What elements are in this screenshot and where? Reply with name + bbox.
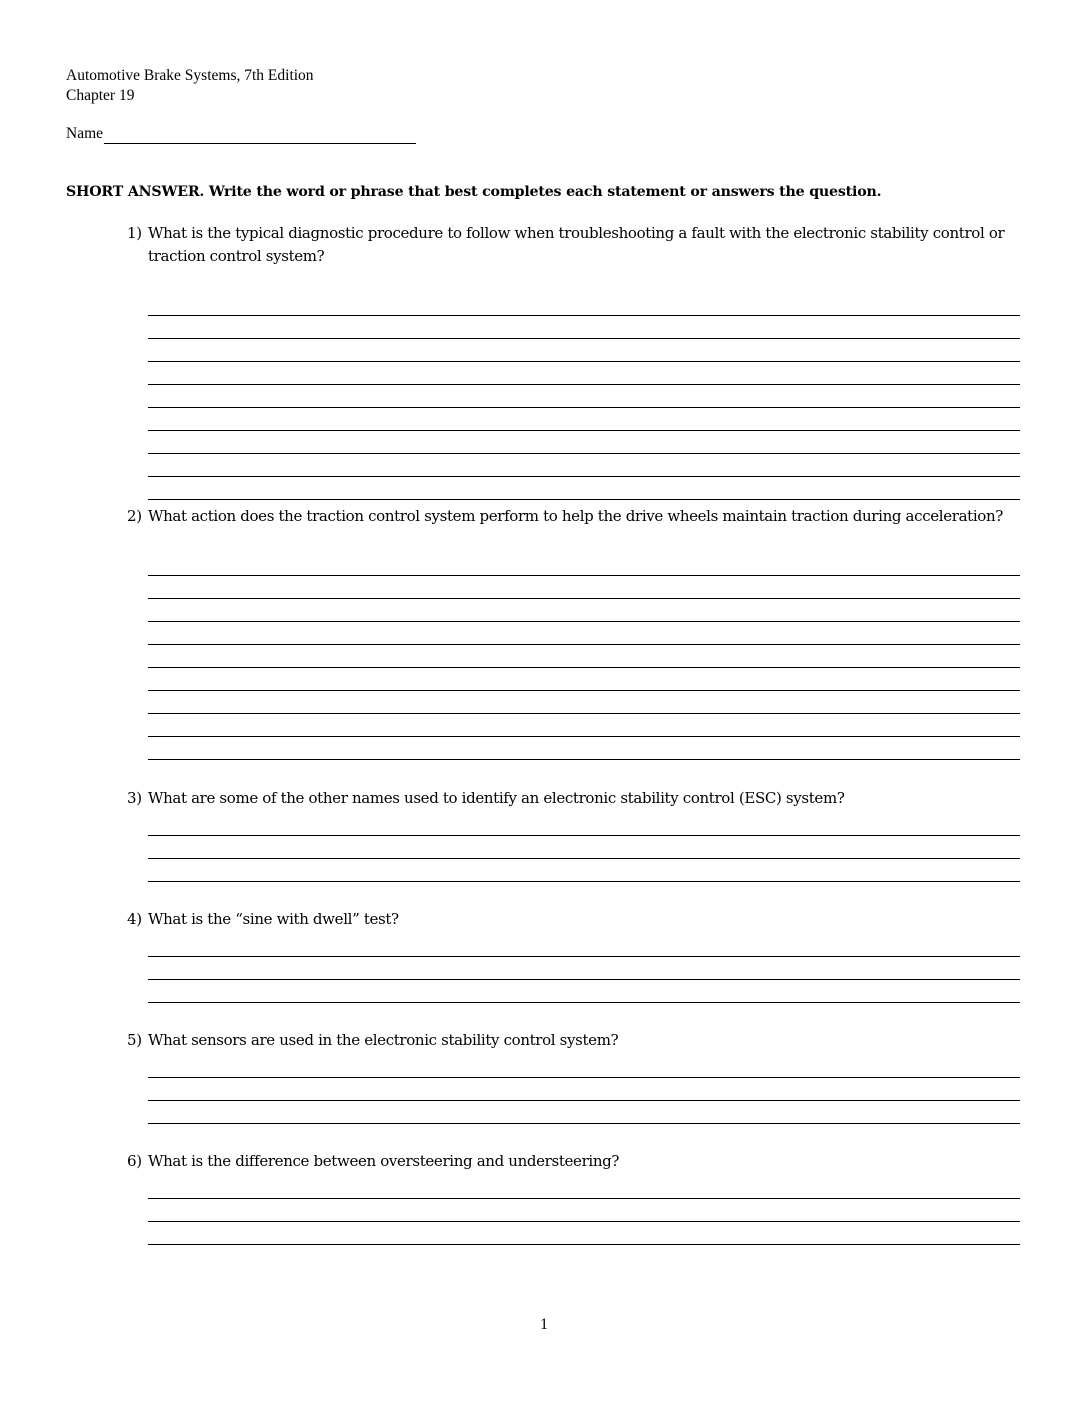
answer-line[interactable] [148, 293, 1020, 316]
answer-lines [148, 293, 1020, 500]
answer-line[interactable] [148, 553, 1020, 576]
answer-line[interactable] [148, 316, 1020, 339]
answer-line[interactable] [148, 836, 1020, 859]
question-6 [127, 1150, 1020, 1245]
question-3 [127, 787, 1020, 882]
answer-line[interactable] [148, 737, 1020, 760]
answer-lines [148, 813, 1020, 882]
question-number: 6) [127, 1152, 142, 1170]
answer-line[interactable] [148, 957, 1020, 980]
answer-line[interactable] [148, 645, 1020, 668]
question-text: What action does the traction control system perform to help the drive wheels maintain traction during acceleration? [148, 507, 1003, 525]
answer-line[interactable] [148, 1176, 1020, 1199]
question-number: 5) [127, 1031, 142, 1049]
answer-line[interactable] [148, 408, 1020, 431]
answer-line[interactable] [148, 362, 1020, 385]
answer-line[interactable] [148, 599, 1020, 622]
question-number: 3) [127, 789, 142, 807]
answer-line[interactable] [148, 576, 1020, 599]
instructions: SHORT ANSWER. Write the word or phrase that best completes each statement or answers the question. [66, 184, 882, 200]
answer-line[interactable] [148, 980, 1020, 1003]
question-text: What sensors are used in the electronic stability control system? [148, 1031, 619, 1049]
answer-line[interactable] [148, 385, 1020, 408]
name-blank-line[interactable] [104, 125, 416, 144]
chapter-label: Chapter 19 [66, 87, 135, 104]
name-label: Name [66, 125, 104, 142]
answer-line[interactable] [148, 1222, 1020, 1245]
answer-line[interactable] [148, 339, 1020, 362]
answer-lines [148, 1176, 1020, 1245]
question-1 [127, 222, 1020, 500]
answer-line[interactable] [148, 934, 1020, 957]
page-number: 1 [540, 1316, 548, 1333]
answer-line[interactable] [148, 691, 1020, 714]
answer-line[interactable] [148, 859, 1020, 882]
question-5 [127, 1029, 1020, 1124]
question-number: 4) [127, 910, 142, 928]
question-number: 2) [127, 507, 142, 525]
answer-line[interactable] [148, 1055, 1020, 1078]
answer-line[interactable] [148, 477, 1020, 500]
answer-line[interactable] [148, 454, 1020, 477]
answer-lines [148, 934, 1020, 1003]
answer-line[interactable] [148, 813, 1020, 836]
question-number: 1) [127, 224, 142, 242]
question-2 [127, 505, 1020, 760]
answer-line[interactable] [148, 1101, 1020, 1124]
answer-lines [148, 1055, 1020, 1124]
answer-lines [148, 553, 1020, 760]
question-text: What is the “sine with dwell” test? [148, 910, 399, 928]
question-text: What is the difference between oversteering and understeering? [148, 1152, 620, 1170]
answer-line[interactable] [148, 431, 1020, 454]
question-text: What is the typical diagnostic procedure to follow when troubleshooting a fault with the electronic stability control or traction control system? [148, 224, 1005, 265]
question-4 [127, 908, 1020, 1003]
answer-line[interactable] [148, 668, 1020, 691]
question-text: What are some of the other names used to identify an electronic stability control (ESC) system? [148, 789, 845, 807]
answer-line[interactable] [148, 1199, 1020, 1222]
answer-line[interactable] [148, 1078, 1020, 1101]
name-field [66, 124, 416, 144]
answer-line[interactable] [148, 622, 1020, 645]
answer-line[interactable] [148, 714, 1020, 737]
book-title: Automotive Brake Systems, 7th Edition [66, 67, 314, 84]
